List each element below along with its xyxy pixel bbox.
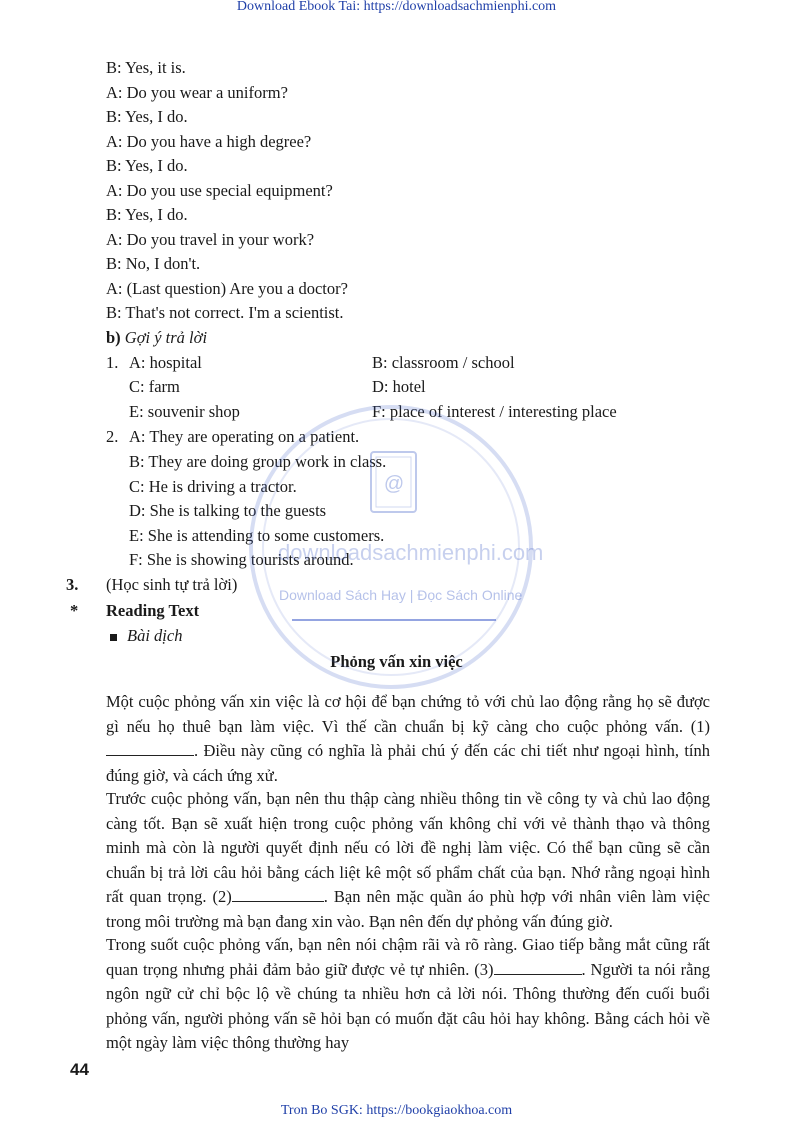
- dialogue-line: A: (Last question) Are you a doctor?: [106, 279, 348, 298]
- paragraph-text: Trước cuộc phỏng vấn, bạn nên thu thập càng nhiều thông tin về công ty và chủ lao động càng tốt. Bạn sẽ xuất hiện trong cuộc phỏng vấn không chỉ với vẻ thành thạo và thông minh mà còn là người quyết định nếu có lời đề nghị làm việc. Có thể bạn cũng sẽ cần chuẩn bị trả lời câu hỏi bằng cách liệt kê một số phẩm chất của bạn. Nhớ rằng ngoại hình rất quan trọng. (2): [106, 789, 710, 906]
- paragraph-text: Trong suốt cuộc phỏng vấn, bạn nên nói chậm rãi và rõ ràng. Giao tiếp bằng mắt cũng rất quan trọng nhưng phải đảm bảo giữ được vẻ tự nhiên. (3): [106, 935, 710, 979]
- watermark-text: downloadsachmienphi.com: [278, 540, 544, 565]
- dialogue-line: A: Do you use special equipment?: [106, 181, 333, 200]
- answer-blank-2[interactable]: [232, 887, 324, 902]
- section-b-heading: [106, 328, 207, 348]
- dialogue-line: A: Do you wear a uniform?: [106, 83, 288, 102]
- dialogue-line: B: Yes, it is.: [106, 58, 186, 77]
- svg-text:@: @: [383, 473, 405, 495]
- paragraph-text: . Người ta nói rằng ngôn ngữ cử chỉ bộc lộ về chúng ta nhiều hơn cả lời nói. Thông thường đến cuối buổi phỏng vấn, người phỏng vấn sẽ hỏi bạn có muốn đặt câu hỏi hay không. Bằng cách hỏi về một ngày làm việc thông thường hay: [106, 959, 710, 1052]
- reading-title: Reading Text: [106, 601, 200, 620]
- answer-2-item: E: She is attending to some customers.: [129, 526, 385, 545]
- answer-1-right: D: hotel: [372, 377, 426, 396]
- answer-2-item: C: He is driving a tractor.: [129, 477, 297, 496]
- article-paragraph-2: [106, 787, 710, 934]
- paragraph-text: . Bạn nên mặc quần áo phù hợp với nhân viên làm việc trong môi trường mà bạn đang xin vào. Bạn nên đến dự phỏng vấn đúng giờ.: [106, 887, 710, 931]
- article-paragraph-1: [106, 690, 710, 788]
- answer-1-number: 1.: [106, 353, 119, 372]
- section-b-label: b): [106, 328, 121, 347]
- article-paragraph-3: [106, 933, 710, 1056]
- square-bullet-icon: [110, 634, 117, 641]
- paragraph-text: . Điều này cũng có nghĩa là phải chú ý đến các chi tiết như ngoại hình, tính đúng giờ, và cách ứng xử.: [106, 741, 710, 785]
- answer-2-item: F: She is showing tourists around.: [129, 550, 354, 569]
- dialogue-line: A: Do you have a high degree?: [106, 132, 312, 151]
- dialogue-line: A: Do you travel in your work?: [106, 230, 315, 249]
- answer-1-left: A: hospital: [129, 353, 202, 372]
- dialogue-line: B: Yes, I do.: [106, 156, 188, 175]
- reading-bullet: *: [70, 601, 79, 620]
- item-3-number: 3.: [66, 575, 79, 594]
- item-3-text: (Học sinh tự trả lời): [106, 575, 238, 594]
- header-download-link[interactable]: Download Ebook Tai: https://downloadsachmienphi.com: [236, 0, 557, 14]
- dialogue-line: B: Yes, I do.: [106, 205, 188, 224]
- dialogue-line: B: That's not correct. I'm a scientist.: [106, 303, 344, 322]
- reading-sub: [110, 626, 182, 646]
- answer-2-item: A: They are operating on a patient.: [129, 427, 360, 446]
- answer-2-item: B: They are doing group work in class.: [129, 452, 387, 471]
- footer-sgk-link[interactable]: Tron Bo SGK: https://bookgiaokhoa.com: [280, 1103, 513, 1118]
- answer-2-number: 2.: [106, 427, 119, 446]
- answer-1-left: C: farm: [129, 377, 180, 396]
- answer-2-item: D: She is talking to the guests: [129, 501, 327, 520]
- answer-blank-1[interactable]: [106, 741, 194, 756]
- answer-blank-3[interactable]: [494, 960, 582, 975]
- answer-1-right: F: place of interest / interesting place: [372, 402, 617, 421]
- page-number: 44: [70, 1060, 89, 1079]
- dialogue-line: B: No, I don't.: [106, 254, 201, 273]
- watermark-subtext: Download Sách Hay | Đọc Sách Online: [279, 587, 523, 603]
- article-title: Phỏng vấn xin việc: [330, 652, 463, 671]
- answer-1-left: E: souvenir shop: [129, 402, 240, 421]
- answer-1-right: B: classroom / school: [372, 353, 515, 372]
- section-b-title: Gợi ý trả lời: [124, 328, 208, 347]
- reading-sub-label: Bài dịch: [127, 626, 183, 645]
- paragraph-text: Một cuộc phỏng vấn xin việc là cơ hội để bạn chứng tỏ với chủ lao động rằng họ sẽ được gì nếu họ thuê bạn làm việc. Vì thế cần chuẩn bị kỹ càng cho cuộc phỏng vấn. (1): [106, 692, 710, 736]
- dialogue-line: B: Yes, I do.: [106, 107, 188, 126]
